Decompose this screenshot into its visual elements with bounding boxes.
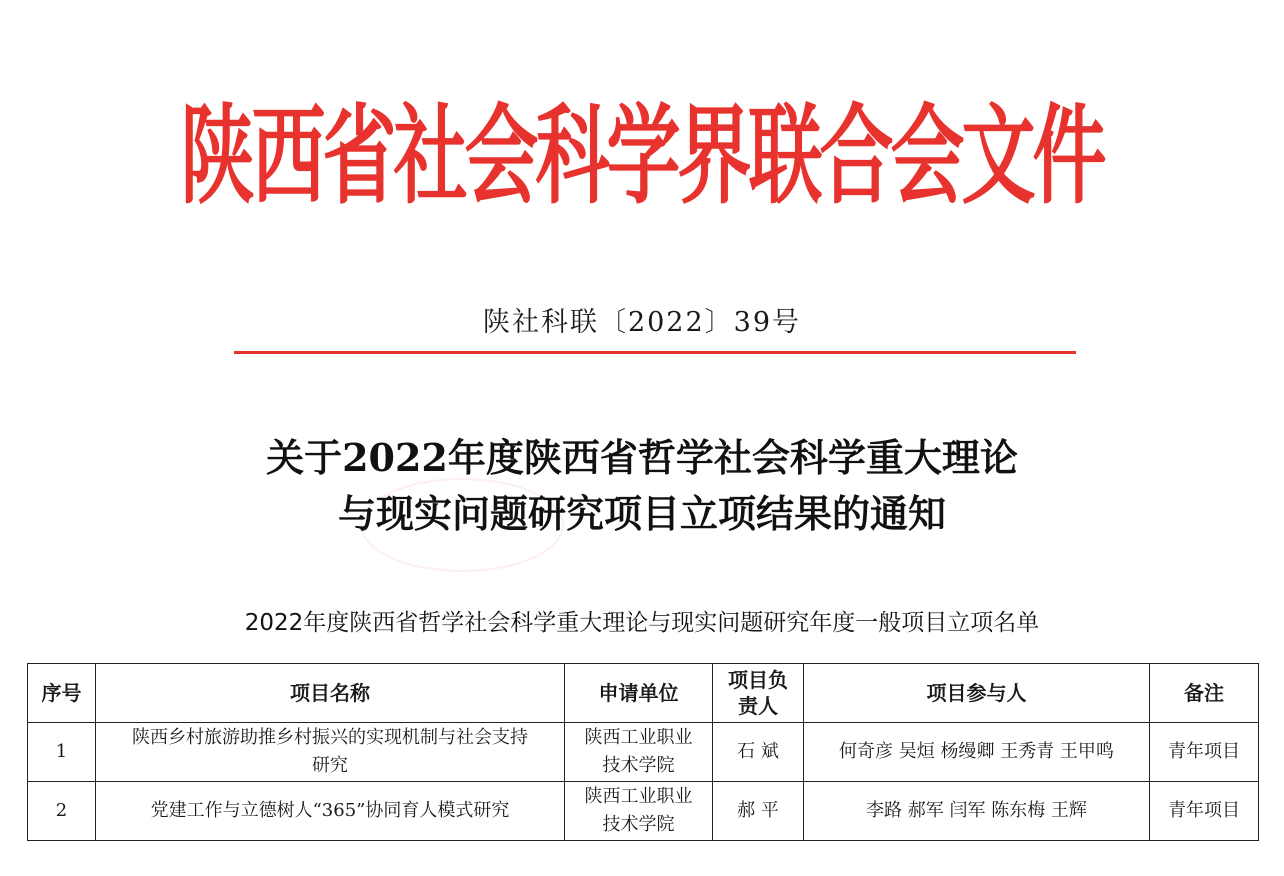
notice-title-line-1: 关于2022年度陕西省哲学社会科学重大理论 (266, 435, 1018, 480)
cell-notes: 青年项目 (1150, 723, 1259, 782)
header-leader-line-1: 项目负 (728, 668, 788, 692)
header-index: 序号 (28, 664, 96, 723)
notice-title (0, 430, 1284, 542)
list-title: 2022年度陕西省哲学社会科学重大理论与现实问题研究年度一般项目立项名单 (244, 610, 1040, 636)
table-row (28, 723, 1259, 782)
cell-leader: 石 斌 (713, 723, 804, 782)
cell-applicant-unit (565, 782, 713, 841)
header-participants: 项目参与人 (804, 664, 1150, 723)
cell-index: 2 (28, 782, 96, 841)
cell-index: 1 (28, 723, 96, 782)
project-list-table (27, 663, 1259, 841)
unit-line-2: 技术学院 (602, 814, 675, 835)
cell-leader: 郝 平 (713, 782, 804, 841)
unit-line-1: 陕西工业职业 (584, 727, 693, 748)
masthead-title: 陕西省社会科学界联合会文件 (180, 94, 1104, 220)
table-row (28, 782, 1259, 841)
document-number: 陕社科联〔2022〕39号 (482, 307, 802, 338)
cell-applicant-unit (565, 723, 713, 782)
notice-title-line-2: 与现实问题研究项目立项结果的通知 (337, 491, 946, 536)
project-name-line-1: 陕西乡村旅游助推乡村振兴的实现机制与社会支持 (132, 727, 528, 748)
cell-participants: 何奇彦 吴烜 杨缦卿 王秀青 王甲鸣 (804, 723, 1150, 782)
header-leader-line-2: 责人 (738, 694, 778, 718)
unit-line-1: 陕西工业职业 (584, 786, 693, 807)
cell-notes: 青年项目 (1150, 782, 1259, 841)
cell-participants: 李路 郝军 闫军 陈东梅 王辉 (804, 782, 1150, 841)
unit-line-2: 技术学院 (602, 755, 675, 776)
cell-project-name (96, 723, 565, 782)
header-project-name: 项目名称 (96, 664, 565, 723)
table-header-row (28, 664, 1259, 723)
cell-project-name: 党建工作与立德树人“365”协同育人模式研究 (96, 782, 565, 841)
header-applicant-unit: 申请单位 (565, 664, 713, 723)
header-notes: 备注 (1150, 664, 1259, 723)
red-divider-line (234, 351, 1076, 354)
header-leader (713, 664, 804, 723)
project-name-line-2: 研究 (312, 755, 348, 776)
